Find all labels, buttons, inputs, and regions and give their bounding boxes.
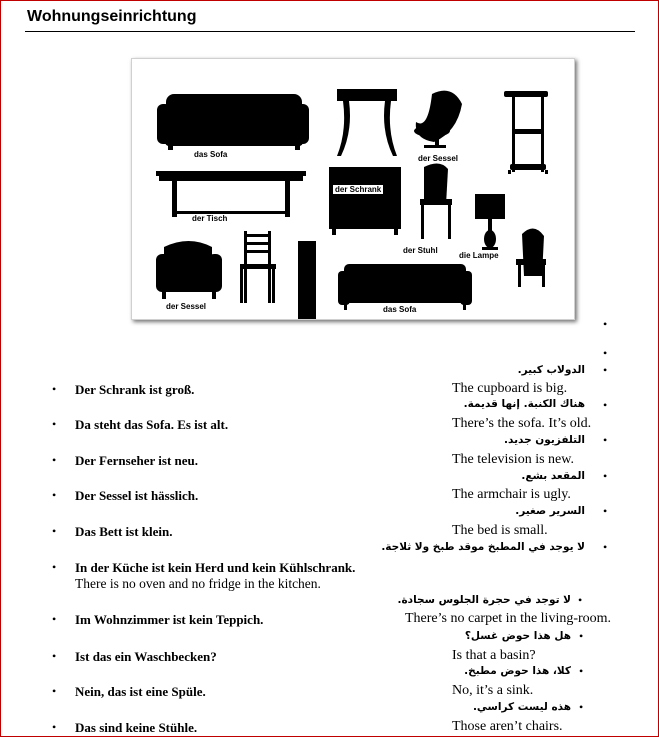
english-translation: There is no oven and no fridge in the kitchen. bbox=[75, 576, 321, 591]
english-translation: There’s no carpet in the living-room. bbox=[405, 611, 612, 626]
dining-chair-silhouette bbox=[516, 228, 546, 287]
egg-chair-silhouette bbox=[414, 91, 462, 148]
english-translation: Those aren’t chairs. bbox=[452, 719, 563, 734]
arabic-bullet: • bbox=[579, 664, 584, 678]
long-table-silhouette bbox=[156, 171, 306, 217]
german-bullet: • bbox=[52, 453, 57, 467]
ladder-chair-silhouette bbox=[240, 231, 276, 303]
german-sentence: Der Sessel ist hässlich. bbox=[75, 488, 199, 503]
german-sentence: Nein, das ist eine Spüle. bbox=[75, 684, 206, 699]
arabic-bullet: • bbox=[603, 398, 608, 412]
chair-silhouette bbox=[420, 163, 452, 239]
sofa-bottom-silhouette bbox=[338, 264, 472, 310]
arabic-sentence: المقعد بشع. bbox=[521, 470, 585, 482]
title-underline bbox=[25, 31, 635, 32]
german-bullet: • bbox=[52, 684, 57, 698]
label-schrank: der Schrank bbox=[335, 185, 382, 194]
arabic-bullet: • bbox=[578, 593, 583, 607]
arabic-bullet: • bbox=[603, 540, 608, 554]
german-bullet: • bbox=[52, 612, 57, 626]
page-title: Wohnungseinrichtung bbox=[27, 8, 197, 25]
english-translation: The armchair is ugly. bbox=[452, 487, 571, 502]
sofa-top-silhouette bbox=[157, 94, 309, 150]
english-translation: There’s the sofa. It’s old. bbox=[452, 416, 592, 431]
label-sofa-bottom: das Sofa bbox=[383, 305, 417, 314]
german-sentence: Im Wohnzimmer ist kein Teppich. bbox=[75, 612, 264, 627]
etagere-silhouette bbox=[504, 91, 548, 174]
side-table-silhouette bbox=[337, 89, 397, 156]
german-bullet: • bbox=[52, 488, 57, 502]
german-bullet: • bbox=[52, 417, 57, 431]
arabic-sentence: هل هذا حوض غسل؟ bbox=[464, 630, 571, 642]
narrow-cabinet-silhouette bbox=[298, 241, 316, 319]
german-bullet: • bbox=[52, 524, 57, 538]
german-sentence: Ist das ein Waschbecken? bbox=[75, 649, 217, 664]
arabic-sentence: التلفزيون جديد. bbox=[504, 434, 585, 446]
label-sessel-bottom: der Sessel bbox=[166, 302, 207, 311]
label-tisch: der Tisch bbox=[192, 214, 228, 223]
label-sofa-top: das Sofa bbox=[194, 150, 228, 159]
lamp-silhouette bbox=[475, 194, 505, 250]
english-translation: Is that a basin? bbox=[452, 648, 536, 663]
empty-bullet: • bbox=[603, 317, 608, 331]
english-translation: No, it’s a sink. bbox=[452, 683, 534, 698]
arabic-bullet: • bbox=[603, 433, 608, 447]
english-translation: The television is new. bbox=[452, 452, 574, 467]
arabic-bullet: • bbox=[603, 469, 608, 483]
german-bullet: • bbox=[52, 649, 57, 663]
german-bullet: • bbox=[52, 720, 57, 734]
german-sentence: Das Bett ist klein. bbox=[75, 524, 173, 539]
furniture-picture bbox=[131, 58, 575, 320]
german-sentence: Das sind keine Stühle. bbox=[75, 720, 198, 735]
german-bullet: • bbox=[52, 560, 57, 574]
cabinet-silhouette bbox=[329, 167, 401, 235]
arabic-sentence: هناك الكنبة. إنها قديمة. bbox=[463, 398, 585, 410]
english-translation: The cupboard is big. bbox=[452, 381, 568, 396]
german-sentence: In der Küche ist kein Herd und kein Kühlschrank. bbox=[75, 560, 356, 575]
empty-bullet: • bbox=[603, 346, 608, 360]
german-sentence: Der Fernseher ist neu. bbox=[75, 453, 198, 468]
arabic-sentence: السرير صغير. bbox=[515, 505, 585, 517]
arabic-bullet: • bbox=[579, 700, 584, 714]
arabic-bullet: • bbox=[603, 504, 608, 518]
arabic-bullet: • bbox=[603, 363, 608, 377]
english-translation: The bed is small. bbox=[452, 523, 548, 538]
arabic-sentence: الدولاب كبير. bbox=[517, 364, 585, 376]
german-sentence: Da steht das Sofa. Es ist alt. bbox=[75, 417, 229, 432]
german-bullet: • bbox=[52, 382, 57, 396]
label-lampe: die Lampe bbox=[459, 251, 499, 260]
arabic-bullet: • bbox=[579, 629, 584, 643]
german-sentence: Der Schrank ist groß. bbox=[75, 382, 195, 397]
armchair-silhouette bbox=[156, 241, 222, 299]
label-stuhl: der Stuhl bbox=[403, 246, 438, 255]
arabic-sentence: لا توجد في حجرة الجلوس سجادة. bbox=[397, 594, 571, 606]
arabic-sentence: هذه ليست كراسي. bbox=[472, 701, 571, 713]
arabic-sentence: كلا، هذا حوض مطبخ. bbox=[464, 665, 571, 677]
label-sessel-top: der Sessel bbox=[418, 154, 459, 163]
arabic-sentence: لا يوجد في المطبخ موقد طبخ ولا ثلاجة. bbox=[381, 541, 585, 553]
